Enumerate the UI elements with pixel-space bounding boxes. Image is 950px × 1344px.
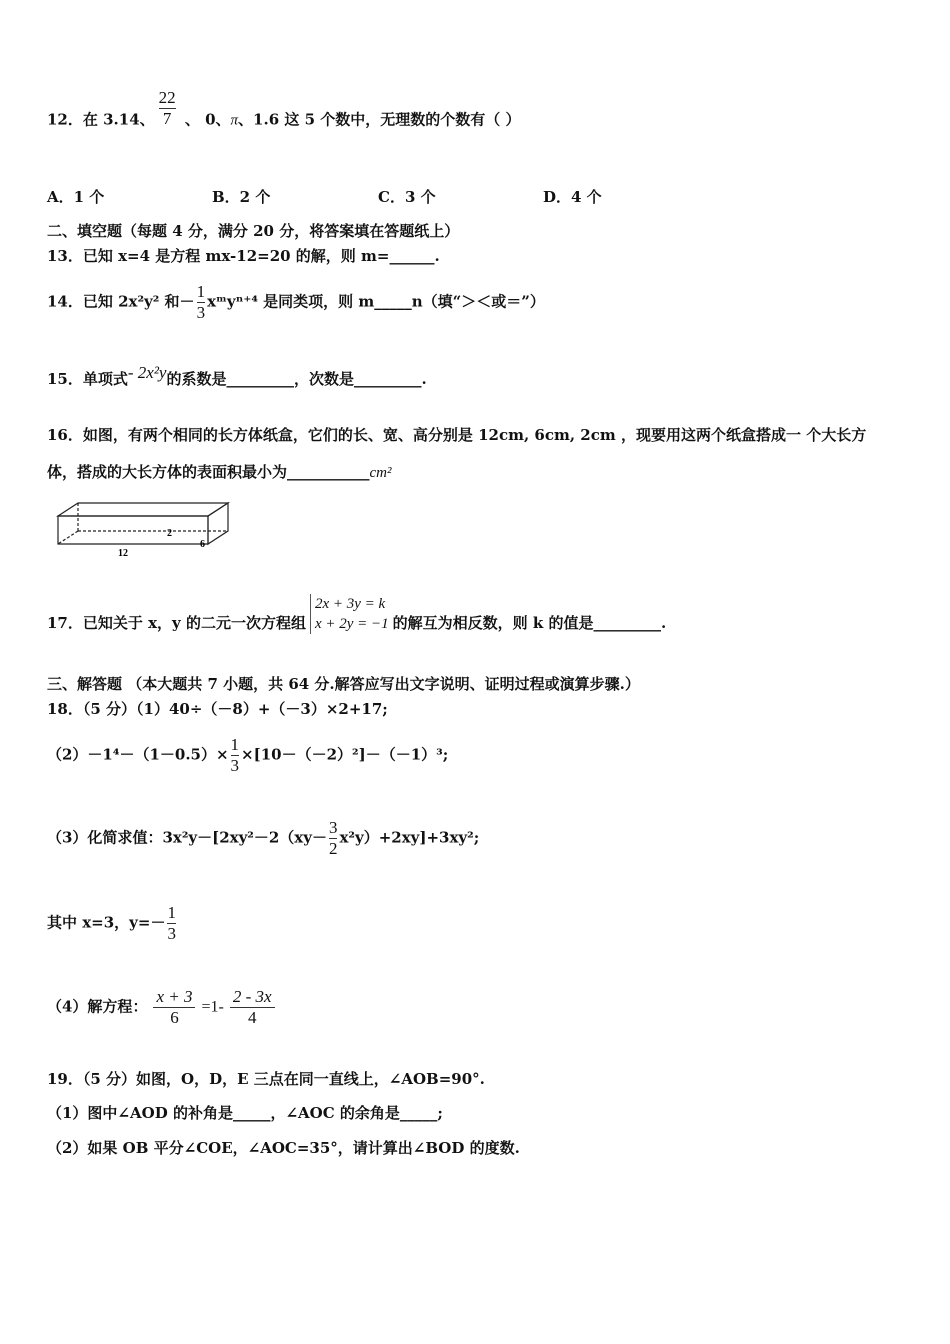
q12-option-a: A．1 个	[47, 188, 105, 206]
q18-p2-prefix: （2）－1⁴－（1－0.5）×	[47, 745, 229, 764]
q17-eq2: x + 2y = −1	[314, 616, 389, 632]
label-width: 6	[200, 539, 205, 550]
label-height: 2	[167, 528, 172, 539]
question-14	[47, 282, 545, 323]
q18-p4-rhs-den: 4	[247, 1008, 257, 1027]
q14-fraction	[197, 282, 206, 323]
q17-prefix: 17．已知关于 x，y 的二元一次方程组	[47, 614, 306, 632]
q18-part3	[47, 818, 479, 859]
q15-prefix: 15．单项式	[47, 370, 128, 388]
section-2-heading: 二、填空题（每题 4 分，满分 20 分，将答案填在答题纸上）	[47, 222, 460, 240]
box-top-face	[58, 503, 228, 516]
q17-eq1: 2x + 3y = k	[314, 596, 386, 612]
q18-p4-prefix: （4）解方程：	[47, 997, 148, 1016]
question-17	[47, 596, 667, 644]
q15-suffix: 的系数是_________，次数是_________.	[166, 370, 427, 388]
q14-suffix: xᵐyⁿ⁺⁴ 是同类项，则 m_____n（填“＞＜或＝”）	[207, 292, 545, 311]
box-side-face	[208, 503, 228, 544]
q18-p2-frac-den: 3	[230, 756, 240, 775]
q18-p4-rhs-fraction	[230, 987, 275, 1028]
q18-part4	[47, 987, 281, 1028]
q16-unit: cm²	[369, 465, 392, 481]
q12-option-b: B．2 个	[212, 188, 271, 206]
box-figure	[52, 497, 237, 559]
q18-p3-frac-num: 3	[328, 818, 338, 837]
q18-cond-frac-num: 1	[167, 903, 176, 922]
q14-prefix: 14．已知 2x²y² 和－	[47, 292, 195, 311]
q12-option-c: C．3 个	[378, 188, 436, 206]
q12-mid: 、 0、	[179, 110, 231, 129]
q18-p3-fraction	[329, 818, 338, 859]
q19-part1: （1）图中∠AOD 的补角是_____，∠AOC 的余角是_____;	[47, 1104, 443, 1122]
q18-p3-prefix: （3）化简求值：3x²y－[2xy²－2（xy－	[47, 828, 327, 847]
q12-frac-num: 22	[158, 88, 176, 107]
q18-p4-lhs-num: x + 3	[156, 987, 193, 1006]
q16-line2-text: 体，搭成的大长方体的表面积最小为___________	[47, 463, 370, 481]
question-19-stem: 19．（5 分）如图，O，D，E 三点在同一直线上，∠AOB=90°.	[47, 1070, 485, 1088]
question-13: 13．已知 x=4 是方程 mx-12=20 的解，则 m=______.	[47, 247, 440, 265]
q12-suffix: 、1.6 这 5 个数中，无理数的个数有（ ）	[238, 110, 521, 129]
q18-p2-suffix: ×[10－（－2）²]－（－1）³;	[241, 745, 449, 764]
q18-p4-rhs-num: 2 - 3x	[232, 987, 272, 1006]
q18-cond-frac-den: 3	[167, 924, 176, 943]
hidden-edge-d	[58, 531, 78, 544]
question-15	[47, 363, 427, 389]
q18-part2	[47, 735, 448, 776]
q14-frac-den: 3	[196, 303, 206, 322]
q18-part1: 18．（5 分）（1）40÷（－8）+（－3）×2+17;	[47, 700, 388, 718]
q17-suffix: 的解互为相反数，则 k 的值是_________.	[392, 614, 667, 632]
q18-cond-fraction	[167, 903, 176, 944]
q18-p4-lhs-den: 6	[170, 1008, 179, 1027]
q18-p2-fraction	[231, 735, 240, 776]
q18-p2-frac-num: 1	[230, 735, 240, 754]
q12-fraction	[159, 88, 176, 129]
q17-equation-system	[310, 594, 389, 634]
q12-frac-den: 7	[162, 109, 172, 128]
q18-p4-lhs-fraction	[153, 987, 195, 1028]
q12-option-d: D．4 个	[543, 188, 602, 206]
q15-monomial: - 2x²y	[127, 363, 167, 382]
q18-p3-frac-den: 2	[328, 839, 338, 858]
question-16-line1: 16．如图，有两个相同的长方体纸盒，它们的长、宽、高分别是 12cm, 6cm, 2cm ，现要用这两个纸盒搭成一 个大长方	[47, 426, 867, 444]
label-length: 12	[118, 548, 128, 559]
section-3-heading: 三、解答题 （本大题共 7 小题，共 64 分.解答应写出文字说明、证明过程或演算步骤.）	[47, 675, 640, 693]
q18-cond-prefix: 其中 x=3，y=－	[47, 913, 166, 932]
q12-pi: π	[230, 112, 239, 129]
q18-p4-mid: =1-	[201, 998, 224, 1016]
q19-part2: （2）如果 OB 平分∠COE，∠AOC=35°，请计算出∠BOD 的度数.	[47, 1139, 520, 1157]
box-front-face	[58, 516, 208, 544]
q12-prefix: 12．在 3.14、	[47, 110, 155, 129]
q18-condition	[47, 903, 178, 944]
question-12	[47, 88, 521, 141]
question-16-line2	[47, 461, 392, 482]
q18-p3-suffix: x²y）+2xy]+3xy²;	[339, 828, 480, 847]
q14-frac-num: 1	[196, 282, 206, 301]
